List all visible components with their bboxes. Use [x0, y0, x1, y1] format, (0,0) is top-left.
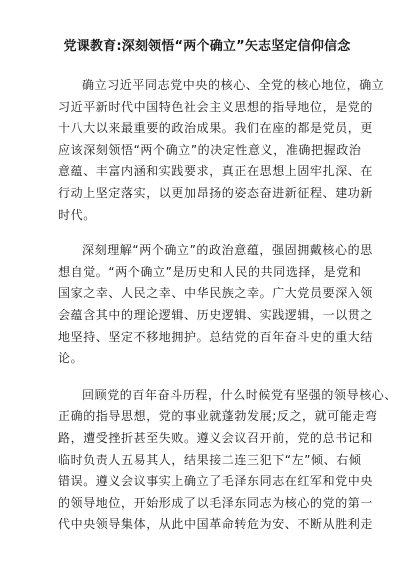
document-title: 党课教育:深刻领悟“两个确立”矢志坚定信仰信念: [63, 39, 351, 54]
paragraph-line: 行动上坚定落实，以更加昂扬的姿态奋进新征程、建功新: [58, 185, 374, 200]
paragraph-line: 代中央领导集体，从此中国革命转危为安、不断从胜利走: [58, 517, 374, 532]
paragraph-line: 时代。: [58, 207, 96, 222]
paragraph-spacer: [58, 226, 356, 240]
paragraph-line: 想自觉。“两个确立”是历史和人民的共同选择，是党和: [58, 264, 362, 279]
paragraph-line: 国家之幸、人民之幸、中华民族之幸。广大党员要深入领: [58, 286, 374, 301]
paragraph-line: 应该深刻领悟“两个确立”的决定性意义，准确把握政治: [58, 142, 362, 157]
paragraph-line: 十八大以来最重要的政治成果。我们在座的都是党员，更: [58, 121, 374, 136]
paragraph-line: 错误。遵义会议事实上确立了毛泽东同志在红军和党中央: [58, 474, 374, 489]
paragraph-line: 临时负责人五易其人，结果接二连三犯下“左”倾、右倾: [58, 452, 362, 467]
paragraph-line: 地坚持、坚定不移地拥护。总结党的百年奋斗史的重大结: [58, 329, 374, 344]
paragraph-spacer: [58, 370, 356, 385]
paragraph-1: [58, 75, 385, 226]
paragraph-line: 意蕴、丰富内涵和实践要求，真正在思想上固牢扎深、在: [58, 164, 374, 179]
paragraph-line: 确立习近平同志党中央的核心、全党的核心地位，确立: [82, 78, 385, 92]
paragraph-line: 会蕴含其中的理论逻辑、历史逻辑、实践逻辑，一以贯之: [58, 307, 374, 322]
paragraph-line: 深刻理解“两个确立”的政治意蕴，强固拥戴核心的思: [82, 243, 373, 258]
paragraph-line: 正确的指导思想，党的事业就蓬勃发展;反之，就可能走弯: [58, 409, 378, 424]
paragraph-line: 回顾党的百年奋斗历程，什么时候党有坚强的领导核心、: [82, 387, 398, 402]
paragraph-3: [58, 385, 398, 536]
paragraph-line: 论。: [58, 351, 84, 366]
paragraph-2: [58, 240, 374, 370]
paragraph-line: 路，遭受挫折甚至失败。遵义会议召开前，党的总书记和: [58, 430, 374, 445]
paragraph-line: 习近平新时代中国特色社会主义思想的指导地位，是党的: [58, 99, 374, 114]
paragraph-line: 的领导地位，开始形成了以毛泽东同志为核心的党的第一: [58, 495, 374, 510]
